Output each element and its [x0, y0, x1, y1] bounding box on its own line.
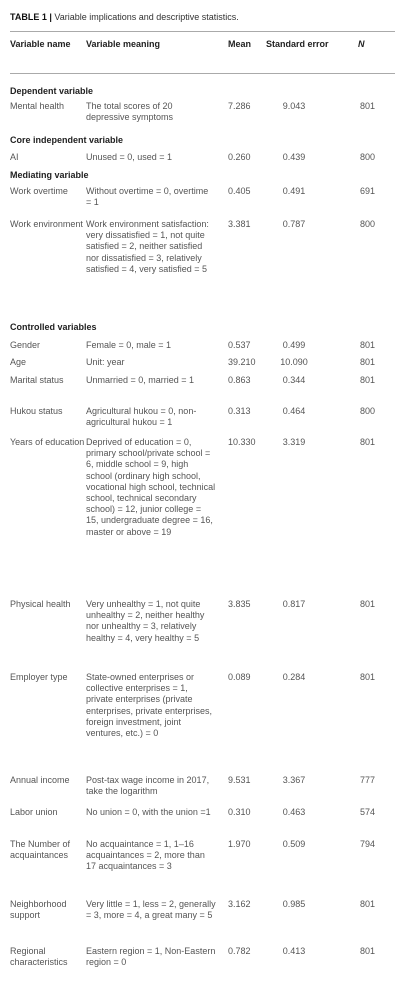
n-cell: 801 — [359, 946, 375, 956]
standard-error-cell: 0.439 — [282, 152, 306, 162]
standard-error-cell: 0.463 — [282, 807, 306, 817]
standard-error-cell: 10.090 — [280, 357, 308, 367]
standard-error-cell: 0.491 — [282, 186, 306, 196]
variable-name-cell: The Number of acquaintances — [10, 839, 71, 861]
n-cell: 801 — [359, 101, 375, 111]
standard-error-cell: 3.367 — [282, 775, 306, 785]
standard-error-cell: 0.413 — [282, 946, 306, 956]
mean-cell: 10.330 — [228, 437, 256, 447]
n-cell: 801 — [359, 599, 375, 609]
variable-name-cell: Hukou status — [10, 406, 63, 416]
standard-error-cell: 0.464 — [282, 406, 306, 416]
standard-error-cell: 0.284 — [282, 672, 306, 682]
table-label: TABLE 1 | — [10, 12, 52, 22]
header-rule — [10, 73, 395, 74]
variable-name-cell: Mental health — [10, 101, 65, 111]
n-cell: 801 — [359, 672, 375, 682]
header-n: N — [358, 39, 365, 49]
variable-name-cell: Age — [10, 357, 27, 367]
variable-meaning-cell: Unused = 0, used = 1 — [86, 152, 173, 162]
n-cell: 801 — [359, 340, 375, 350]
n-cell: 794 — [359, 839, 375, 849]
standard-error-cell: 0.817 — [282, 599, 306, 609]
mean-cell: 0.310 — [228, 807, 251, 817]
mean-cell: 0.405 — [228, 186, 251, 196]
section-title: Core independent variable — [10, 135, 124, 145]
variable-name-cell: Regional characteristics — [10, 946, 68, 968]
variable-name-cell: Physical health — [10, 599, 71, 609]
standard-error-cell: 0.787 — [282, 219, 306, 229]
mean-cell: 39.210 — [228, 357, 256, 367]
section-title: Dependent variable — [10, 86, 94, 96]
section-title: Controlled variables — [10, 322, 97, 332]
variable-name-cell: Years of education — [10, 437, 85, 447]
variable-meaning-cell: Without overtime = 0, overtime = 1 — [86, 186, 209, 208]
mean-cell: 0.089 — [228, 672, 251, 682]
n-cell: 801 — [359, 437, 375, 447]
standard-error-cell: 3.319 — [282, 437, 306, 447]
table-caption — [10, 12, 239, 22]
variable-meaning-cell: Post-tax wage income in 2017, take the logarithm — [86, 775, 210, 797]
variable-name-cell: Labor union — [10, 807, 58, 817]
standard-error-cell: 0.985 — [282, 899, 306, 909]
n-cell: 801 — [359, 375, 375, 385]
variable-meaning-cell: Agricultural hukou = 0, non-agricultural hukou = 1 — [86, 406, 197, 428]
variable-name-cell: Work environment — [10, 219, 83, 229]
mean-cell: 0.863 — [228, 375, 251, 385]
variable-name-cell: Employer type — [10, 672, 68, 682]
standard-error-cell: 9.043 — [282, 101, 306, 111]
mean-cell: 0.782 — [228, 946, 251, 956]
variable-meaning-cell: Work environment satisfaction: very dissatisfied = 1, not quite satisfied = 2, neither satisfied nor dissatisfied = 3, relatively satisfied = 4, very satisfied = 5 — [86, 219, 209, 274]
variable-name-cell: Neighborhood support — [10, 899, 67, 921]
variable-name-cell: AI — [10, 152, 19, 162]
variable-name-cell: Gender — [10, 340, 41, 350]
mean-cell: 7.286 — [228, 101, 251, 111]
variable-meaning-cell: Deprived of education = 0, primary school/private school = 6, middle school = 9, high school (ordinary high school, vocational high school, technical school, technical secondary school) = 12, junior college = 15, undergraduate degree = 16, master or above = 19 — [86, 437, 216, 537]
variable-meaning-cell: The total scores of 20 depressive symptoms — [86, 101, 174, 123]
variable-meaning-cell: Very unhealthy = 1, not quite unhealthy = 2, neither healthy nor unhealthy = 3, relatively healthy = 4, very healthy = 5 — [86, 599, 205, 643]
standard-error-cell: 0.509 — [282, 839, 306, 849]
n-cell: 801 — [359, 357, 375, 367]
mean-cell: 9.531 — [228, 775, 251, 785]
header-mean: Mean — [228, 39, 252, 49]
section-title: Mediating variable — [10, 170, 89, 180]
n-cell: 800 — [359, 219, 375, 229]
mean-cell: 0.313 — [228, 406, 251, 416]
n-cell: 800 — [359, 406, 375, 416]
variable-meaning-cell: No union = 0, with the union =1 — [86, 807, 211, 817]
mean-cell: 3.835 — [228, 599, 251, 609]
variable-meaning-cell: Female = 0, male = 1 — [86, 340, 172, 350]
n-cell: 801 — [359, 899, 375, 909]
n-cell: 691 — [359, 186, 375, 196]
variable-name-cell: Work overtime — [10, 186, 68, 196]
mean-cell: 0.260 — [228, 152, 251, 162]
header-variable-name: Variable name — [10, 39, 71, 49]
table-title: Variable implications and descriptive statistics. — [51, 12, 239, 22]
n-cell: 777 — [359, 775, 375, 785]
variable-meaning-cell: No acquaintance = 1, 1–16 acquaintances = 2, more than 17 acquaintances = 3 — [86, 839, 205, 872]
top-rule — [10, 31, 395, 32]
variable-meaning-cell: Unmarried = 0, married = 1 — [86, 375, 195, 385]
standard-error-cell: 0.344 — [282, 375, 306, 385]
header-standard-error: Standard error — [266, 39, 329, 49]
mean-cell: 3.162 — [228, 899, 251, 909]
n-cell: 574 — [359, 807, 375, 817]
variable-meaning-cell: Unit: year — [86, 357, 125, 367]
variable-meaning-cell: Very little = 1, less = 2, generally = 3, more = 4, a great many = 5 — [86, 899, 216, 921]
n-cell: 800 — [359, 152, 375, 162]
variable-name-cell: Annual income — [10, 775, 70, 785]
standard-error-cell: 0.499 — [282, 340, 306, 350]
mean-cell: 3.381 — [228, 219, 251, 229]
mean-cell: 1.970 — [228, 839, 251, 849]
variable-meaning-cell: Eastern region = 1, Non-Eastern region = 0 — [86, 946, 216, 968]
variable-meaning-cell: State-owned enterprises or collective enterprises = 1, private enterprises (private enterprises, private enterprises, foreign investment, joint ventures, etc.) = 0 — [86, 672, 213, 739]
variable-name-cell: Marital status — [10, 375, 64, 385]
mean-cell: 0.537 — [228, 340, 251, 350]
header-variable-meaning: Variable meaning — [86, 39, 161, 49]
